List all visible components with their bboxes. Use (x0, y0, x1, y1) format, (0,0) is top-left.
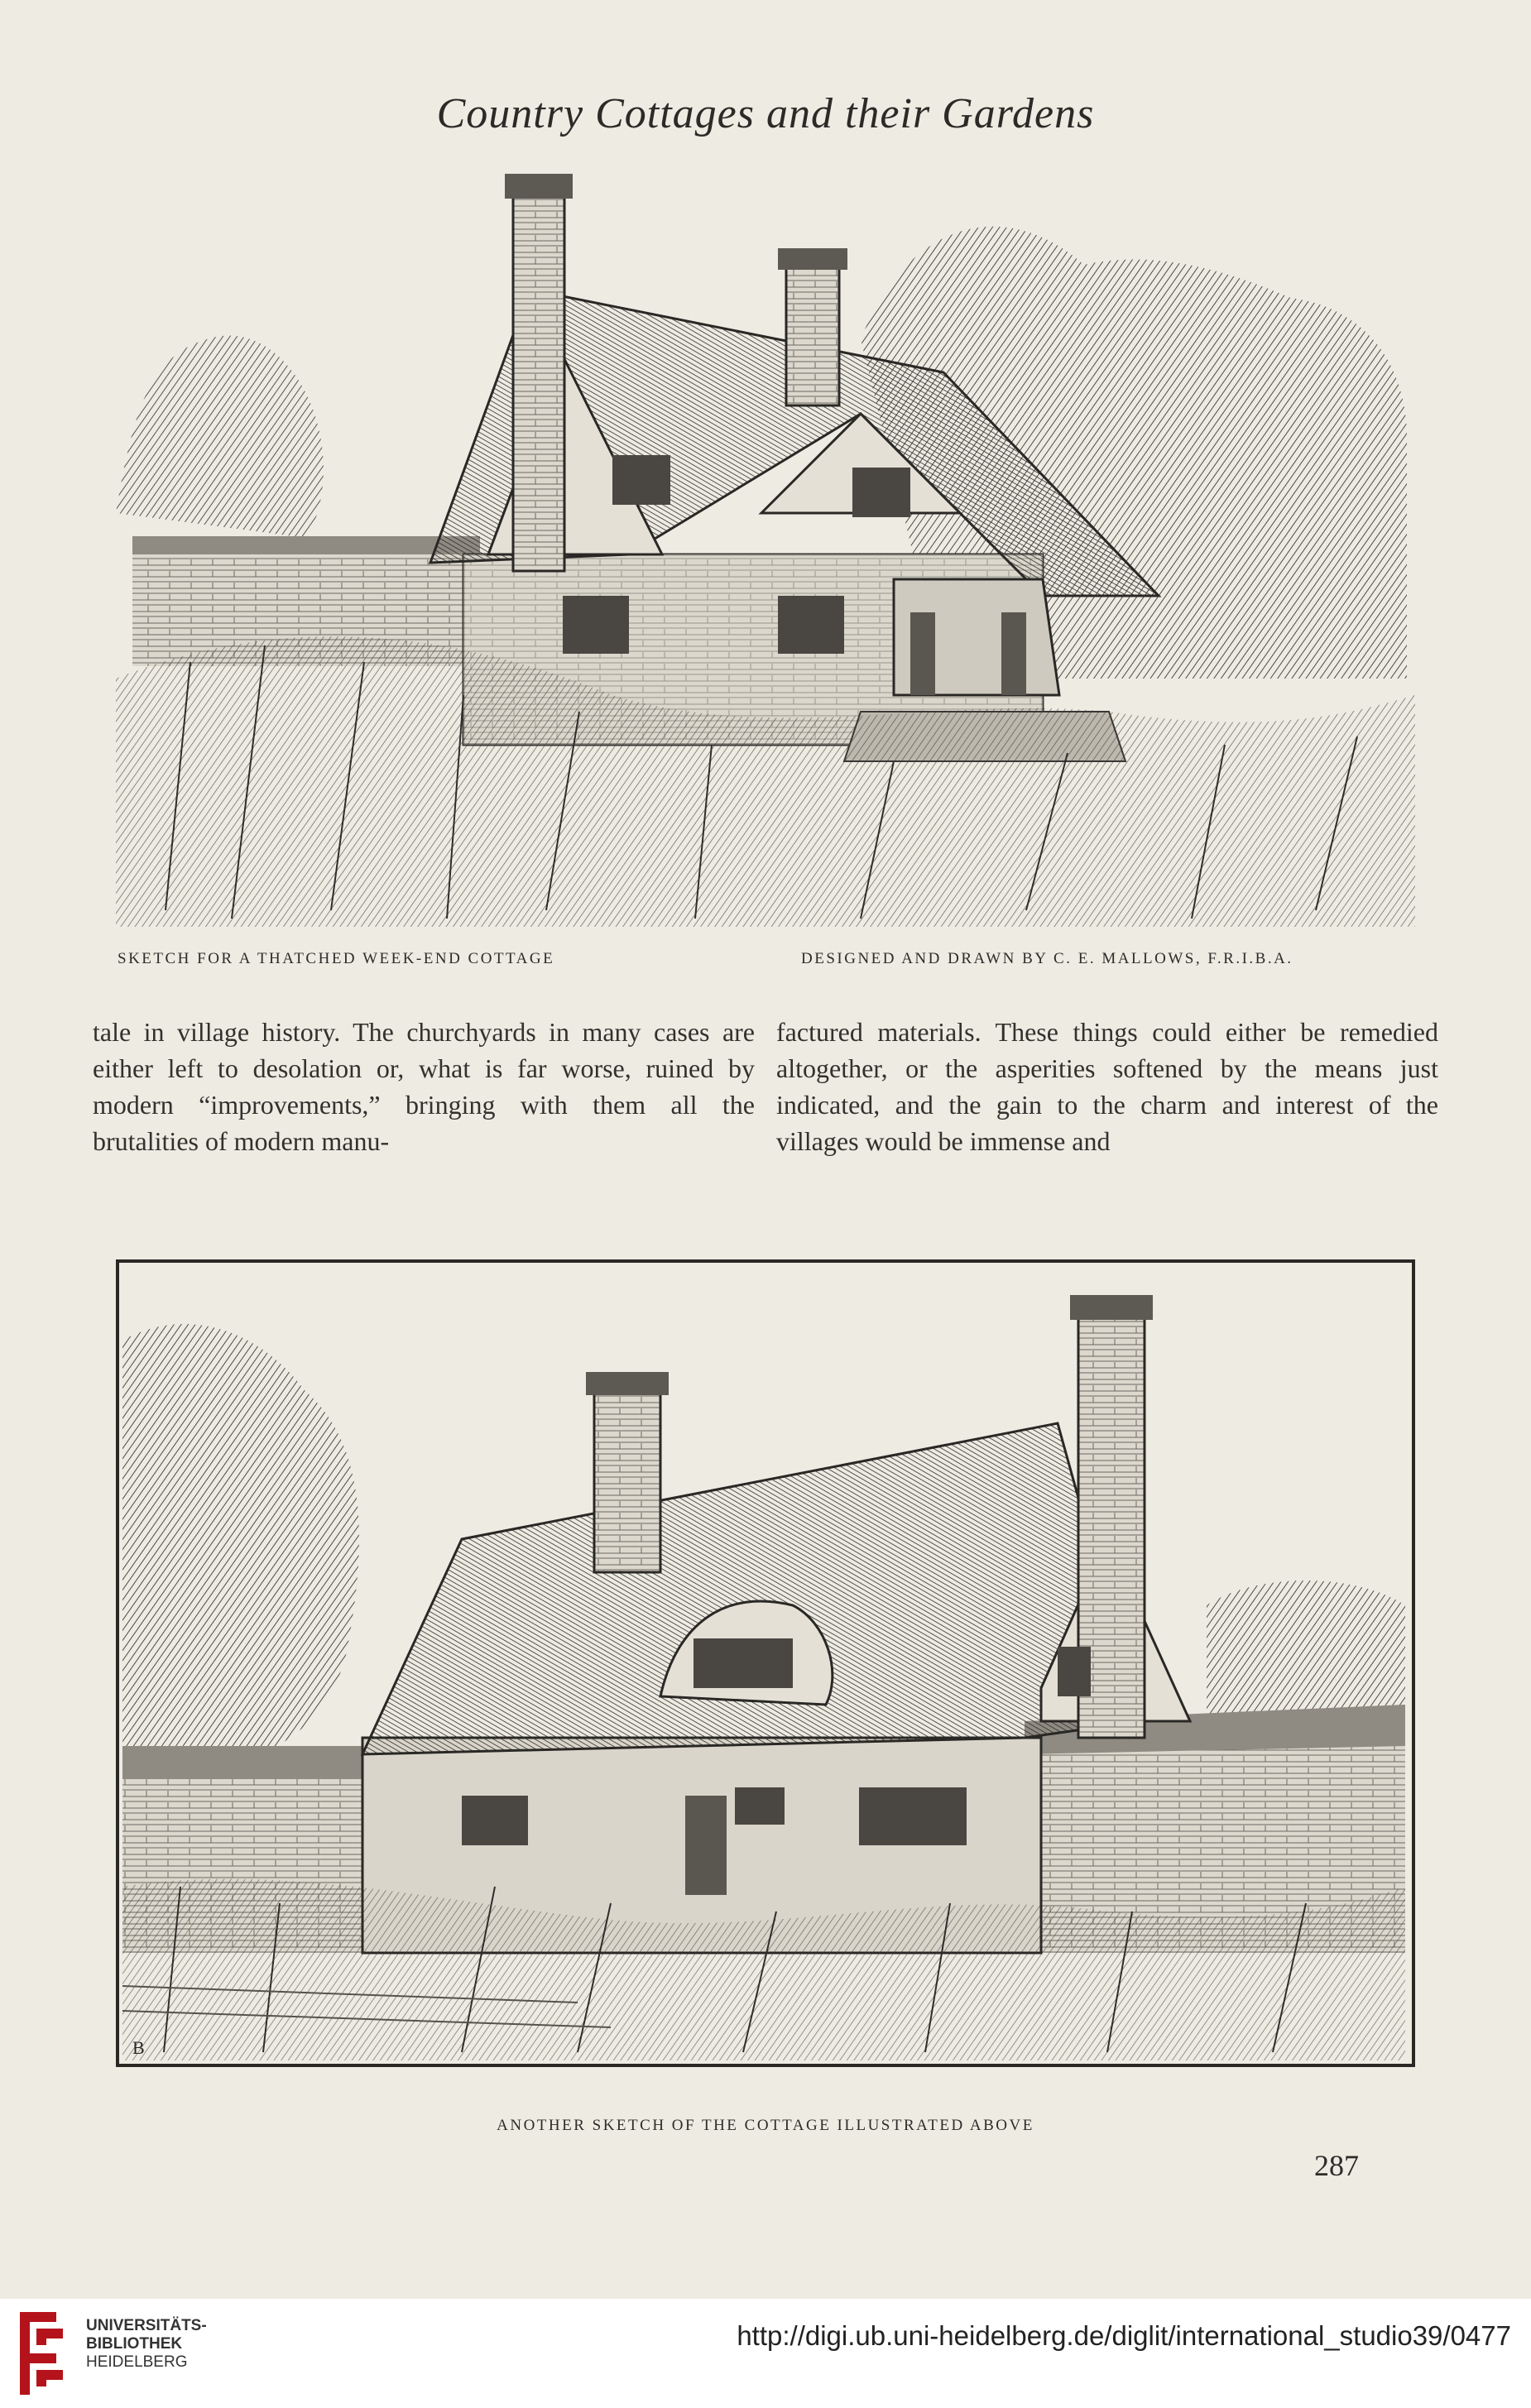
library-name[interactable] (86, 2317, 207, 2372)
source-url-link[interactable]: http://digi.ub.uni-heidelberg.de/diglit/international_studio39/0477 (737, 2320, 1511, 2351)
illustration-thatched-cottage (116, 165, 1415, 927)
figure1-caption-right: DESIGNED AND DRAWN BY C. E. MALLOWS, F.R.I.B.A. (801, 950, 1293, 967)
illustration-cottage-second-view (114, 1258, 1417, 2069)
running-head: Country Cottages and their Gardens (436, 90, 1095, 137)
library-name-line2: BIBLIOTHEK (86, 2335, 183, 2353)
artist-monogram: B (132, 2037, 145, 2058)
body-text-left: tale in village history. The churchyards in many cases are either left to desolation or, what is far worse, ruined by modern “improvements,” bringing with them all the brutalities of modern manu- (93, 1017, 755, 1156)
body-column-right (776, 1014, 1438, 1159)
viewer-footer (0, 2299, 1531, 2408)
library-name-line3: HEIDELBERG (86, 2353, 188, 2371)
body-column-left (93, 1014, 755, 1159)
body-text-right: factured materials. These things could either be remedied altogether, or the asperities softened by the means just indicated, and the gain to the charm and interest of the villages would be immense and (776, 1017, 1438, 1156)
figure2-caption: ANOTHER SKETCH OF THE COTTAGE ILLUSTRATED ABOVE (497, 2117, 1034, 2134)
library-name-line1: UNIVERSITÄTS- (86, 2317, 207, 2334)
library-logo-icon[interactable] (15, 2304, 68, 2403)
page-number: 287 (1314, 2149, 1359, 2182)
cottage-sketch-1 (116, 165, 1415, 927)
figure1-caption-left: SKETCH FOR A THATCHED WEEK-END COTTAGE (118, 950, 555, 967)
cottage-sketch-2 (114, 1258, 1417, 2069)
